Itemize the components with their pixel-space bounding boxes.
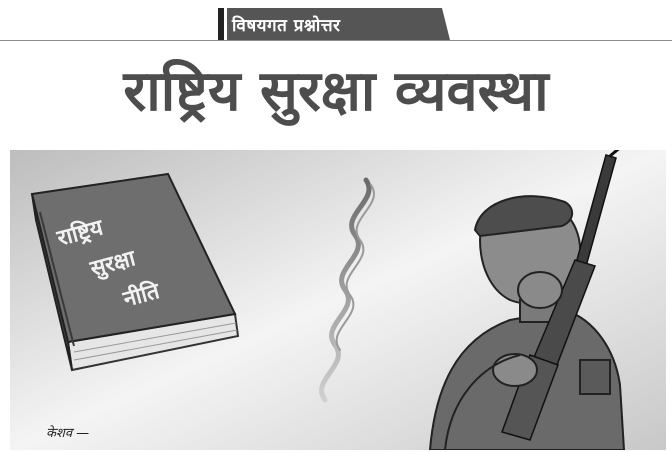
section-tab-label: विषयगत प्रश्नोत्तर	[232, 16, 341, 36]
cartoon-panel	[10, 150, 666, 450]
artist-signature: केशव —	[46, 426, 90, 441]
page-headline: राष्ट्रिय सुरक्षा व्यवस्था	[123, 59, 549, 124]
section-tab	[218, 8, 450, 40]
book-title-line-2: सुरक्षा	[87, 246, 139, 283]
book-title-line-1: राष्ट्रिय	[54, 215, 106, 252]
cartoon-illustration	[10, 150, 666, 450]
top-rule	[0, 40, 672, 41]
book-title-line-3: नीति	[120, 279, 163, 313]
